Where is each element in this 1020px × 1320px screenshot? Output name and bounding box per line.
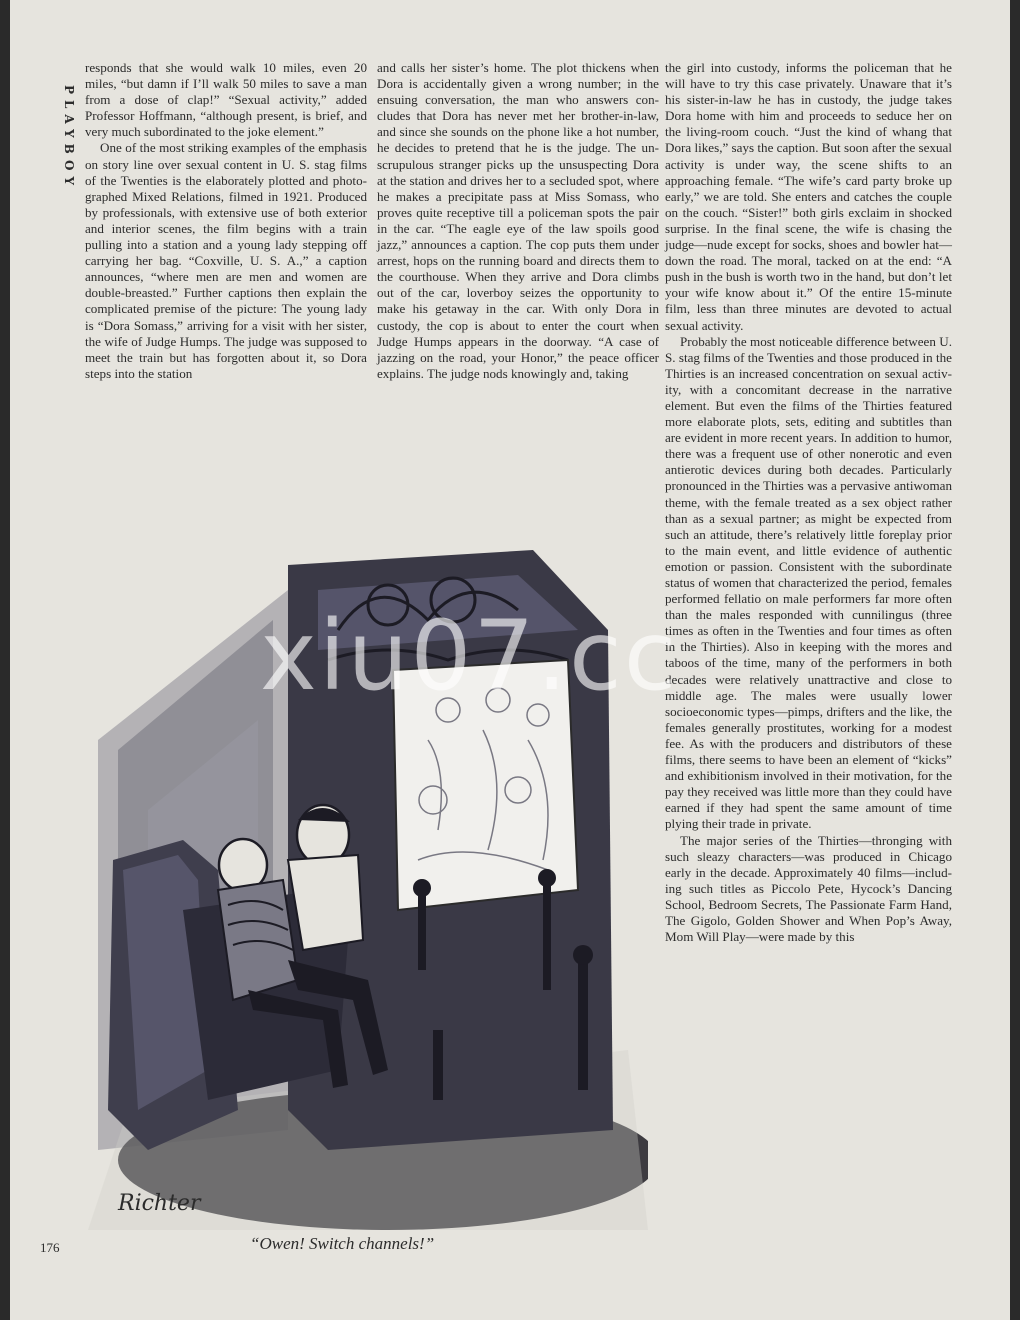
magazine-page [10, 0, 1010, 1320]
watermark: xiu07.cc [260, 600, 679, 712]
running-head-text: PLAYBOY [62, 84, 76, 192]
cartoon-drawing [88, 510, 648, 1230]
paragraph: One of the most striking examples of the emphasis on story line over sexual content in U. S. stag films of the Twenties is the elaborately plotted and photographed Mixed Relations, filmed in 1921. Produced by professionals, with extensive use of both exterior and interior scenes, the film begins with a train pulling into a station and a young lady stepping off carrying her bag. “Coxville, U. S. A.,” a caption announces, “where men are men and women are double-breasted.” Further captions then explain the complicated premise of the picture: The young lady is “Dora Somass,” arriving for a visit with her sister, the wife of Judge Humps. The judge was supposed to meet the train but has forgotten about it, so Dora steps into the station [85, 140, 367, 381]
text-column-2 [377, 60, 659, 382]
text-column-1 [85, 60, 367, 382]
cartoon-illustration [88, 510, 648, 1230]
paragraph: The major series of the Thirties—thronging with such sleazy characters—was produced in Chicago early in the decade. Approximately 40 films—including such titles as Piccolo Pete, Hycock’s Dancing School, Bedroom Secrets, The Passionate Farm Hand, The Gigolo, Golden Shower and When Pop’s Away, Mom Will Play—were made by this [665, 832, 952, 945]
running-head [58, 58, 80, 218]
page-number: 176 [40, 1240, 60, 1255]
text-column-3 [665, 60, 952, 945]
paragraph: the girl into custody, informs the policeman that he will have to try this case privately. Unaware that it’s his sister-in-law he has in custody, the judge takes Dora home with him and proceeds to seduce her on the living-room couch. “Just the kind of whang that Dora likes,” says the caption. But soon after the sexual activity is under way, the scene shifts to an approaching female. “The wife’s card party broke up early,” we are told. She enters and catches the couple on the couch. “Sister!” both girls exclaim in shocked surprise. In the final scene, the wife is chasing the judge—nude except for socks, shoes and bowler hat—down the road. The moral, tacked on at the end: “A push in the bush is worth two in the hand, but don’t let your wife know about it.” Of the entire 15-minute film, less than three minutes are devoted to actual sexual activity. [665, 60, 952, 333]
artist-signature: Richter [118, 1191, 201, 1216]
paragraph: Probably the most noticeable difference between U. S. stag films of the Twenties and those produced in the Thirties is an increased concentration on sexual activity, with a concomitant decrease in the narrative element. But even the films of the Thirties featured more elaborate plots, sets, editing and subtitles than are evident in more recent years. In addition to humor, there was a frequent use of other nonerotic and even antierotic devices during both decades. Particularly pronounced in the Thirties was a pervasive antiwoman theme, with the female treated as a sex object rather than as a sexual partner; as might be expected from such an attitude, there’s relatively little foreplay prior to the main event, and little evidence of authentic emotion or passion. Consistent with the subordinate status of women that characterized the period, females performed fellatio on male performers far more often than the males responded with cunnilingus (three times as often in the Twenties and four times as often in the Thirties). Also in keeping with the mores and taboos of the time, many of the performers in both decades were relatively unattractive and close to middle age. The males were usually lower socioeconomic types—pimps, drifters and the like, the females generally prostitutes, working for a modest fee. As with the producers and distributors of these films, there seems to have been an element of “kicks” and exhibitionism involved in their motivation, for the pay they received was little more than they could have earned if they had spent the same amount of time plying their trade in private. [665, 333, 952, 832]
paragraph: and calls her sister’s home. The plot thickens when Dora is accidentally given a wrong number; in the ensuing conversation, the man who answers concludes that Dora has never met her brother-in-law, and since she sounds on the phone like a hot number, he decides to pretend that he is the judge. The unscrupulous stranger picks up the unsuspecting Dora at the station and drives her to a secluded spot, where he makes a precipitate pass at Miss Somass, who proves quite receptive till a policeman spots the pair in the car. “The eagle eye of the law spoils good jazz,” announces a caption. The cop puts them under arrest, hops on the running board and directs them to the courthouse. When they arrive and Dora climbs out of the car, loverboy seizes the opportunity to make his getaway in the car. With only Dora in custody, the cop is about to enter the court when Judge Humps appears in the doorway. “A case of jazzing on the road, your Honor,” the peace officer explains. The judge nods knowingly and, taking [377, 60, 659, 381]
paragraph: responds that she would walk 10 miles, even 20 miles, “but damn if I’ll walk 50 miles to save a man from a dose of clap!” “Sexual activity,” added Professor Hoffmann, “although present, is brief, and very much subordinated to the joke element.” [85, 60, 367, 140]
cartoon-caption: “Owen! Switch channels!” [250, 1234, 435, 1253]
